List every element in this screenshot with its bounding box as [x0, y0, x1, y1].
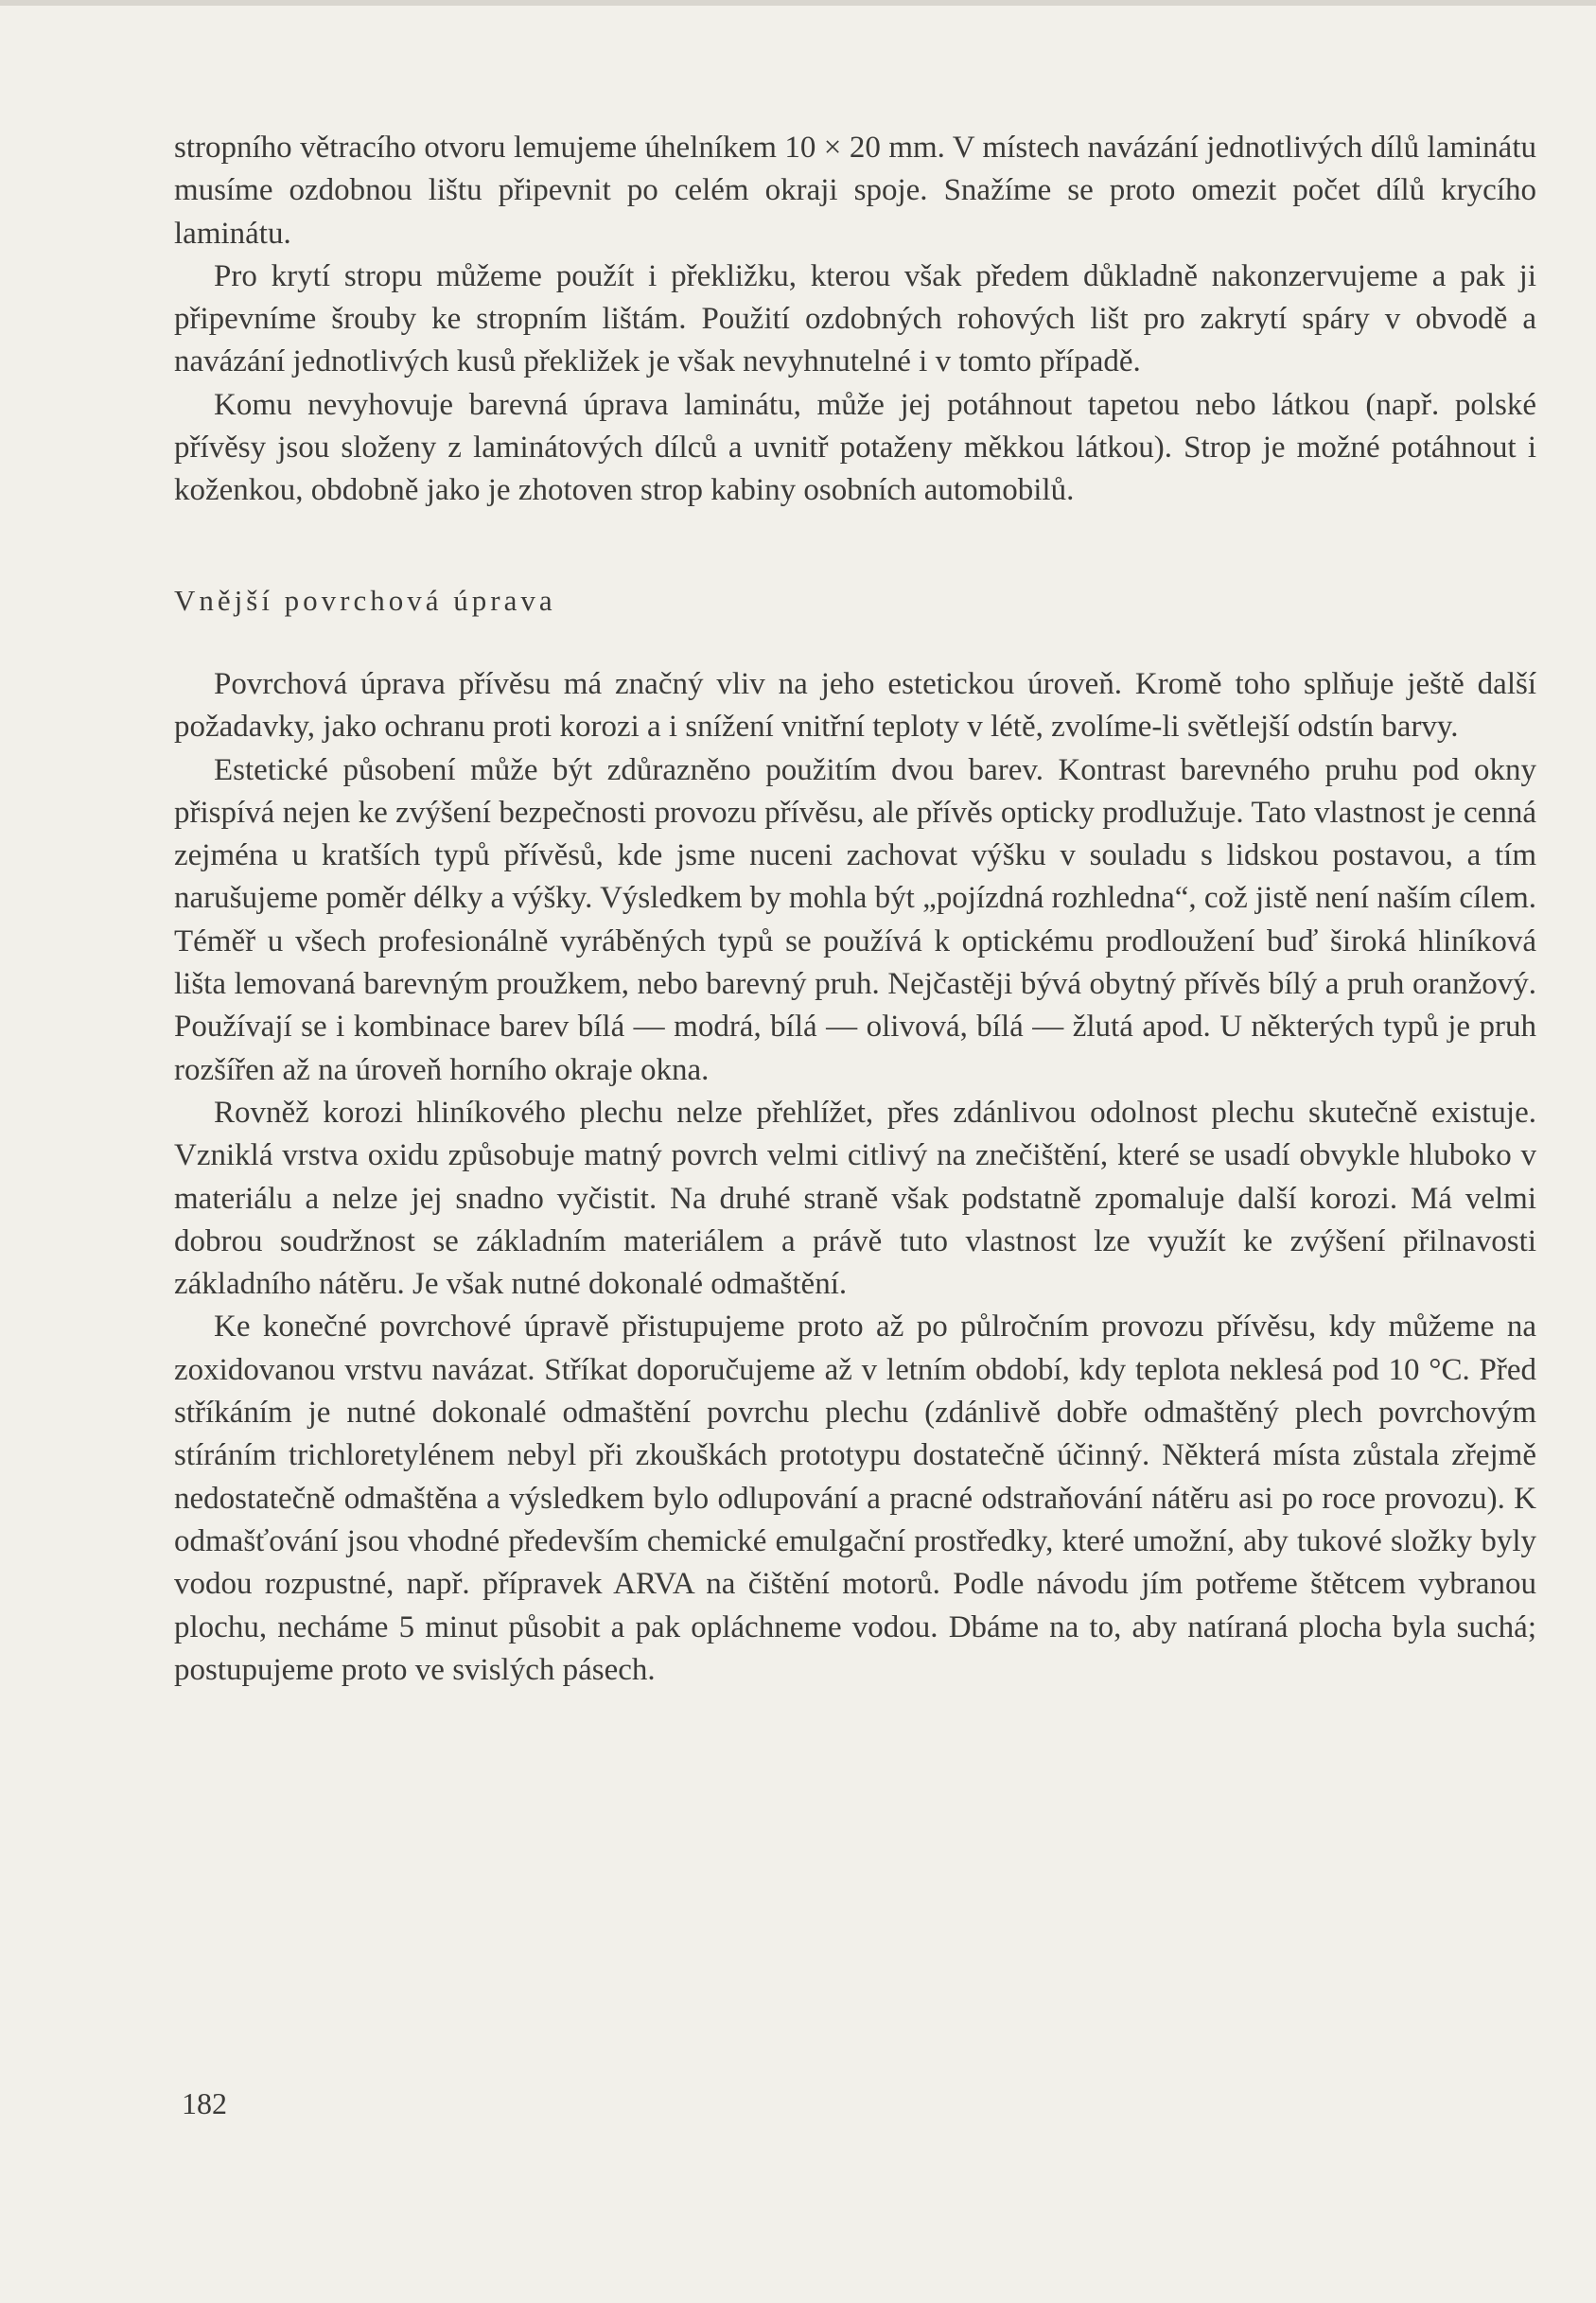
- paragraph-plywood: Pro krytí stropu můžeme použít i překližku, kterou však předem důkladně nakonzervujeme a pak ji připevníme šrouby ke stropním lištám. Použití ozdobných rohových lišt pro zakrytí spáry v obvodě a navázání jednotlivých kusů překližek je však nevyhnutelné i v tomto případě.: [174, 258, 1536, 379]
- page-top-edge: [0, 0, 1596, 6]
- paragraph-surface-treatment: Povrchová úprava přívěsu má značný vliv na jeho estetickou úroveň. Kromě toho splňuje ještě další požadavky, jako ochranu proti korozi a i snížení vnitřní teploty v létě, zvolíme-li světlejší odstín barvy.: [174, 666, 1536, 745]
- paragraph-final-treatment: Ke konečné povrchové úpravě přistupujeme proto až po půlročním provozu přívěsu, kdy můžeme na zoxidovanou vrstvu navázat. Stříkat doporučujeme až v letním období, kdy teplota neklesá pod 10 °C. Před stříkáním je nutné dokonalé odmaštění povrchu plechu (zdánlivě dobře odmaštěný plech povrchovým stíráním trichloretylénem nebyl při zkouškách prototypu dostatečně účinný. Některá místa zůstala zřejmě nedostatečně odmaštěna a výsledkem bylo odlupování a pracné odstraňování nátěru asi po roce provozu). K odmašťování jsou vhodné především chemické emulgační prostředky, které umožní, aby tukové složky byly vodou rozpustné, např. přípravek ARVA na čištění motorů. Podle návodu jím potřeme štětcem vybranou plochu, necháme 5 minut působit a pak opláchneme vodou. Dbáme na to, aby natíraná plocha byla suchá; postupujeme proto ve svislých pásech.: [174, 1310, 1536, 1687]
- body-text: [174, 127, 1536, 1692]
- paragraph-aesthetics: Estetické působení může být zdůrazněno použitím dvou barev. Kontrast barevného pruhu pod okny přispívá nejen ke zvýšení bezpečnosti provozu přívěsu, ale přívěs opticky prodlužuje. Tato vlastnost je cenná zejména u kratších typů přívěsů, kde jsme nuceni zachovat výšku v souladu s lidskou postavou, a tím narušujeme poměr délky a výšky. Výsledkem by mohla být „pojízdná rozhledna“, což jistě není naším cílem. Téměř u všech profesionálně vyráběných typů se používá k optickému prodloužení buď široká hliníková lišta lemovaná barevným proužkem, nebo barevný pruh. Nejčastěji bývá obytný přívěs bílý a pruh oranžový. Používají se i kombinace barev bílá — modrá, bílá — olivová, bílá — žlutá apod. U některých typů je pruh rozšířen až na úroveň horního okraje okna.: [174, 752, 1536, 1087]
- paragraph-corrosion: Rovněž korozi hliníkového plechu nelze přehlížet, přes zdánlivou odolnost plechu skutečně existuje. Vzniklá vrstva oxidu způsobuje matný povrch velmi citlivý na znečištění, které se usadí obvykle hluboko v materiálu a nelze jej snadno vyčistit. Na druhé straně však podstatně zpomaluje další korozi. Má velmi dobrou soudržnost se základním materiálem a právě tuto vlastnost lze využít ke zvýšení přilnavosti základního nátěru. Je však nutné dokonalé odmaštění.: [174, 1095, 1536, 1302]
- section-heading: Vnější povrchová úprava: [174, 583, 556, 617]
- paragraph-continuation: stropního větracího otvoru lemujeme úhelníkem 10 × 20 mm. V místech navázání jednotlivých dílů laminátu musíme ozdobnou lištu připevnit po celém okraji spoje. Snažíme se proto omezit počet dílů krycího laminátu.: [174, 131, 1536, 251]
- paragraph-fabric: Komu nevyhovuje barevná úprava laminátu, může jej potáhnout tapetou nebo látkou (např. polské přívěsy jsou složeny z laminátových dílců a uvnitř potaženy měkkou látkou). Strop je možné potáhnout i koženkou, obdobně jako je zhotoven strop kabiny osobních automobilů.: [174, 387, 1536, 508]
- page-number: 182: [182, 2086, 227, 2120]
